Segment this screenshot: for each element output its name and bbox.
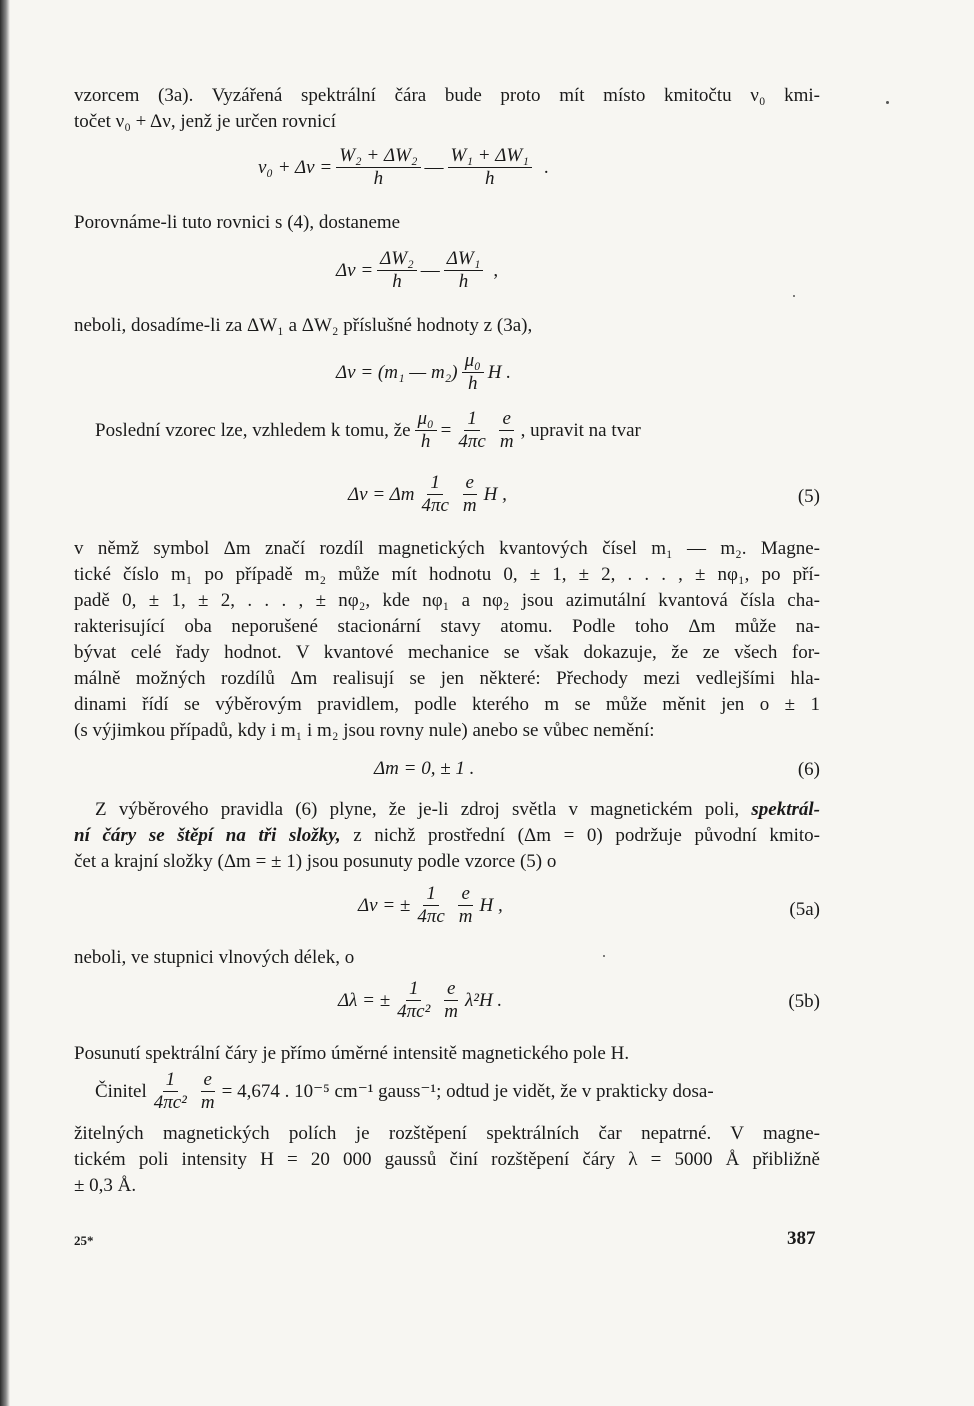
numerator: e <box>463 473 477 495</box>
numerator: μ₀ <box>462 351 484 373</box>
denominator: m <box>444 1001 459 1022</box>
denominator: h <box>420 431 431 452</box>
eq-lhs: Δν = Δm <box>348 483 415 505</box>
text-line: bývat celé řady hodnot. V kvantové mechanice se však dokazuje, že ze všech for- <box>74 642 820 663</box>
text-line: rakterisující oba neporušené stacionární stavy atomu. Podle toho Δm může na- <box>74 616 820 637</box>
denominator: m <box>462 495 477 516</box>
fraction <box>460 473 480 516</box>
text-line: tické číslo m₁ po případě m₂ může mít hodnotu 0, ± 1, ± 2, . . . , ± nφ₁, po pří- <box>74 564 820 585</box>
text-fragment: Činitel <box>95 1080 147 1102</box>
denominator: h <box>484 168 495 189</box>
eq-end: , <box>493 259 499 281</box>
fraction <box>418 473 451 516</box>
text-fragment: Z výběrového pravidla (6) plyne, že je-li zdroj světla v magnetickém poli, <box>95 799 740 820</box>
numerator: W₂ + ΔW₂ <box>336 146 420 168</box>
fraction <box>415 409 437 452</box>
text-fragment: Poslední vzorec lze, vzhledem k tomu, že <box>95 419 411 441</box>
equation-number: (5) <box>797 486 820 507</box>
fraction <box>336 146 420 189</box>
denominator: 4πc <box>417 906 445 927</box>
numerator: e <box>499 409 513 431</box>
numerator: ΔW₂ <box>377 249 417 271</box>
equation-5 <box>348 473 507 516</box>
eq-lhs: Δν = ± <box>358 894 411 916</box>
numerator: e <box>444 979 458 1001</box>
denominator: h <box>467 373 478 394</box>
equation-number: (6) <box>797 759 820 780</box>
numerator: e <box>201 1070 215 1092</box>
text-line <box>74 824 820 848</box>
text-line: padě 0, ± 1, ± 2, . . . , ± nφ₂, kde nφ₁ a nφ₂ jsou azimutální kvantová čísla cha- <box>74 590 820 611</box>
text-line: v němž symbol Δm značí rozdíl magnetických kvantových čísel m₁ — m₂. Magne- <box>74 538 820 559</box>
equation-delta-nu <box>336 249 498 292</box>
text-fragment: z nichž prostřední (Δm = 0) podržuje původní kmito- <box>353 825 821 846</box>
denominator: 4πc² <box>153 1092 187 1113</box>
numerator: W₁ + ΔW₁ <box>448 146 532 168</box>
equation-5b <box>338 979 502 1022</box>
signature-mark: 25* <box>74 1233 94 1248</box>
eq-lhs: ν₀ + Δν = <box>258 156 333 178</box>
eq-lhs: Δλ = ± <box>338 989 391 1011</box>
eq-rhs: H , <box>483 483 507 505</box>
equation-frequency-shift <box>258 146 549 189</box>
numerator: ΔW₁ <box>444 249 484 271</box>
fraction <box>414 884 447 927</box>
eq-rhs: H . <box>487 361 511 383</box>
denominator: h <box>458 271 469 292</box>
eq-rhs: λ²H . <box>465 989 503 1011</box>
eq-rhs: H , <box>479 894 503 916</box>
numerator: 1 <box>423 884 439 906</box>
fraction <box>377 249 417 292</box>
eq-lhs: Δν = (m₁ — m₂) <box>336 361 458 383</box>
emphasis-text: ní čáry se štěpí na tři složky, <box>74 825 341 846</box>
numerator: e <box>458 884 472 906</box>
denominator: 4πc <box>421 495 449 516</box>
denominator: h <box>392 271 402 292</box>
denominator: m <box>200 1092 215 1113</box>
text-line: málně možných rozdílů Δm realisují se jen některé: Přechody mezi vedlejšími hla- <box>74 668 820 689</box>
fraction <box>444 249 484 292</box>
fraction <box>455 409 488 452</box>
numerator: 1 <box>406 979 422 1001</box>
denominator: m <box>458 906 473 927</box>
numerator: 1 <box>427 473 443 495</box>
fraction <box>448 146 532 189</box>
print-speck <box>793 295 795 297</box>
eq-body: Δm = 0, ± 1 . <box>374 758 475 779</box>
fraction <box>151 1070 190 1113</box>
text-line: točet ν₀ + Δν, jenž je určen rovnicí <box>74 111 336 132</box>
minus-sign: — <box>420 259 440 281</box>
text-line: (s výjimkou případů, kdy i m₁ i m₂ jsou rovny nule) anebo se vůbec nemění: <box>74 720 655 741</box>
text-line-with-inline-formula <box>95 1070 714 1113</box>
text-line: tickém poli intensity H = 20 000 gaussů činí rozštěpení čáry λ = 5000 Å přibližně <box>74 1149 820 1170</box>
denominator: h <box>373 168 384 189</box>
minus-sign: — <box>424 156 444 178</box>
numerator: 1 <box>464 409 480 431</box>
eq-end: . <box>543 156 549 178</box>
text-line: Posunutí spektrální čáry je přímo úměrné intensitě magnetického pole H. <box>74 1043 630 1064</box>
text-line: vzorcem (3a). Vyzářená spektrální čára bude proto mít místo kmitočtu ν₀ kmi- <box>74 85 820 106</box>
text-line <box>95 798 820 822</box>
denominator: 4πc <box>458 431 486 452</box>
text-fragment: , upravit na tvar <box>520 419 641 441</box>
numerator: 1 <box>163 1070 179 1092</box>
fraction <box>441 979 461 1022</box>
text-line: ± 0,3 Å. <box>74 1175 137 1196</box>
text-line: dinami řídí se výběrovým pravidlem, podle kterého m se může měnit jen o ± 1 <box>74 694 820 715</box>
eq-lhs: Δν = <box>336 259 374 281</box>
equation-number: (5b) <box>788 991 820 1012</box>
equation-number: (5a) <box>789 899 820 920</box>
equals-sign: = <box>440 419 452 441</box>
print-speck <box>886 101 889 104</box>
page-number: 387 <box>787 1228 816 1249</box>
print-speck <box>603 955 605 957</box>
text-line: neboli, dosadíme-li za ΔW₁ a ΔW₂ příslušné hodnoty z (3a), <box>74 315 533 336</box>
text-fragment: = 4,674 . 10⁻⁵ cm⁻¹ gauss⁻¹; odtud je vidět, že v prakticky dosa- <box>221 1081 714 1102</box>
text-line: žitelných magnetických polích je rozštěpení spektrálních čar nepatrné. V magne- <box>74 1123 820 1144</box>
fraction <box>456 884 476 927</box>
fraction <box>462 351 484 394</box>
equation-6 <box>374 758 474 780</box>
numerator: μ₀ <box>415 409 437 431</box>
text-line-with-inline-formula <box>95 409 641 452</box>
denominator: m <box>499 431 514 452</box>
equation-delta-nu-m <box>336 351 511 394</box>
denominator: 4πc² <box>397 1001 431 1022</box>
fraction <box>394 979 433 1022</box>
emphasis-text: spektrál- <box>751 799 820 820</box>
fraction <box>198 1070 218 1113</box>
text-line: Porovnáme-li tuto rovnici s (4), dostaneme <box>74 212 401 233</box>
text-line: čet a krajní složky (Δm = ± 1) jsou posunuty podle vzorce (5) o <box>74 851 557 872</box>
text-line: neboli, ve stupnici vlnových délek, o <box>74 947 355 968</box>
equation-5a <box>358 884 503 927</box>
fraction <box>497 409 517 452</box>
